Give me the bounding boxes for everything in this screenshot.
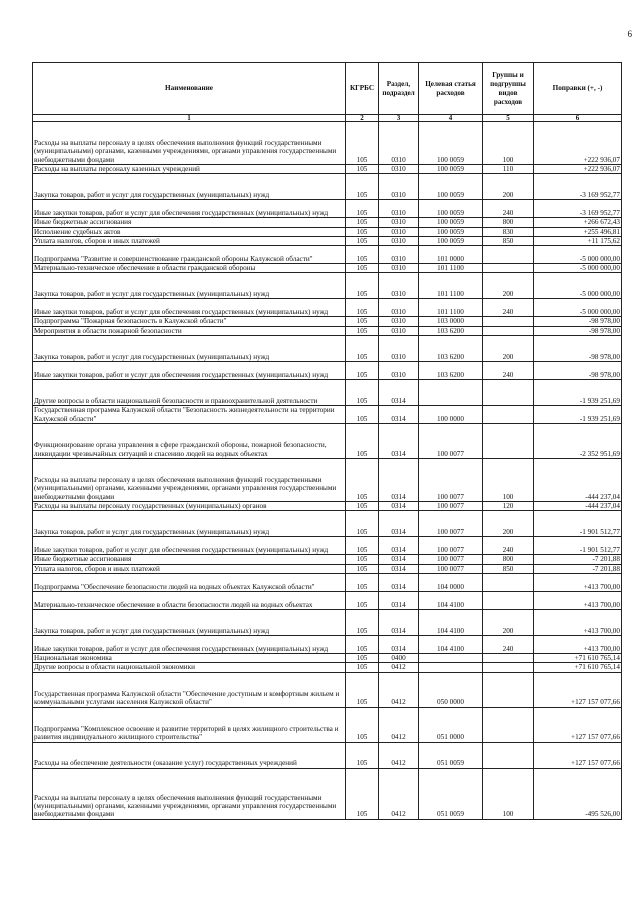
row-group-cell <box>483 424 534 459</box>
row-group-cell: 200 <box>483 336 534 362</box>
row-amount-cell: +266 672,43 <box>534 218 622 227</box>
column-number: 2 <box>346 115 379 122</box>
row-section-cell: 0314 <box>379 609 419 635</box>
column-number: 4 <box>419 115 483 122</box>
row-group-cell: 100 <box>483 122 534 165</box>
row-name-cell: Расходы на выплаты персоналу в целях обеспечения выполнения функций государственными (муниципальными) органами, казенными учреждениями, органами управления государственными внебюджетными фондами <box>33 768 346 819</box>
row-group-cell <box>483 742 534 768</box>
row-kgrs-cell: 105 <box>346 218 379 227</box>
table-row <box>33 165 622 174</box>
row-name-cell: Расходы на выплаты персоналу в целях обеспечения выполнения функций государственными (муниципальными) органами, казенными учреждениями, органами управления государственными внебюджетными фондами <box>33 122 346 165</box>
row-kgrs-cell: 105 <box>346 502 379 511</box>
row-section-cell: 0400 <box>379 653 419 662</box>
row-kgrs-cell: 105 <box>346 165 379 174</box>
row-section-cell: 0314 <box>379 635 419 653</box>
row-target-cell: 104 4100 <box>419 591 483 609</box>
row-section-cell: 0310 <box>379 174 419 200</box>
row-amount-cell: -2 352 951,69 <box>534 424 622 459</box>
budget-amendments-table <box>32 62 622 820</box>
table-row <box>33 768 622 819</box>
row-target-cell: 101 1100 <box>419 264 483 273</box>
row-kgrs-cell: 105 <box>346 317 379 326</box>
row-kgrs-cell: 105 <box>346 537 379 555</box>
row-name-cell: Подпрограмма "Обеспечение безопасности людей на водных объектах Калужской области" <box>33 573 346 591</box>
row-kgrs-cell: 105 <box>346 299 379 317</box>
row-group-cell: 800 <box>483 555 534 564</box>
row-kgrs-cell: 105 <box>346 362 379 380</box>
row-section-cell: 0314 <box>379 459 419 502</box>
row-name-cell: Материально-техническое обеспечение в области гражданской обороны <box>33 264 346 273</box>
row-amount-cell: -1 939 251,69 <box>534 380 622 406</box>
row-section-cell: 0310 <box>379 273 419 299</box>
table-row <box>33 218 622 227</box>
table-row <box>33 264 622 273</box>
table-row <box>33 609 622 635</box>
table-row <box>33 591 622 609</box>
row-name-cell: Функционирование органа управления в сфере гражданской обороны, пожарной безопасности, ликвидации чрезвычайных ситуаций и спасению людей на водных объектах <box>33 424 346 459</box>
row-kgrs-cell: 105 <box>346 424 379 459</box>
row-amount-cell: -1 939 251,69 <box>534 406 622 424</box>
row-name-cell: Иные закупки товаров, работ и услуг для обеспечения государственных (муниципальных) нужд <box>33 537 346 555</box>
row-target-cell: 103 0000 <box>419 317 483 326</box>
header-kgrs: КГРБС <box>346 63 379 115</box>
row-kgrs-cell: 105 <box>346 406 379 424</box>
row-amount-cell: -444 237,04 <box>534 459 622 502</box>
column-number: 3 <box>379 115 419 122</box>
row-group-cell: 850 <box>483 236 534 245</box>
row-amount-cell: -98 978,00 <box>534 317 622 326</box>
row-target-cell: 050 0000 <box>419 672 483 707</box>
row-group-cell <box>483 672 534 707</box>
row-name-cell: Другие вопросы в области национальной экономики <box>33 663 346 672</box>
table-row <box>33 227 622 236</box>
row-amount-cell: +413 700,00 <box>534 635 622 653</box>
row-amount-cell: +71 610 765,14 <box>534 653 622 662</box>
row-group-cell: 240 <box>483 635 534 653</box>
row-name-cell: Национальная экономика <box>33 653 346 662</box>
row-target-cell: 100 0059 <box>419 218 483 227</box>
header-amend: Поправки (+, -) <box>534 63 622 115</box>
row-name-cell: Государственная программа Калужской области "Обеспечение доступным и комфортным жильем и коммунальными услугами населения Калужской области" <box>33 672 346 707</box>
row-group-cell: 100 <box>483 768 534 819</box>
row-kgrs-cell: 105 <box>346 591 379 609</box>
row-kgrs-cell: 105 <box>346 555 379 564</box>
table-row <box>33 200 622 218</box>
row-kgrs-cell: 105 <box>346 511 379 537</box>
row-name-cell: Подпрограмма "Комплексное освоение и развитие территорий в целях жилищного строительства и развития индивидуального жилищного строительства" <box>33 707 346 742</box>
row-group-cell <box>483 707 534 742</box>
row-section-cell: 0412 <box>379 672 419 707</box>
row-name-cell: Иные закупки товаров, работ и услуг для обеспечения государственных (муниципальных) нужд <box>33 635 346 653</box>
row-group-cell <box>483 264 534 273</box>
row-name-cell: Иные закупки товаров, работ и услуг для обеспечения государственных (муниципальных) нужд <box>33 200 346 218</box>
row-section-cell: 0310 <box>379 299 419 317</box>
row-name-cell: Иные закупки товаров, работ и услуг для обеспечения государственных (муниципальных) нужд <box>33 362 346 380</box>
row-name-cell: Иные бюджетные ассигнования <box>33 218 346 227</box>
row-amount-cell: -495 526,00 <box>534 768 622 819</box>
row-group-cell: 200 <box>483 273 534 299</box>
header-section: Раздел, подраздел <box>379 63 419 115</box>
row-group-cell: 240 <box>483 537 534 555</box>
row-section-cell: 0310 <box>379 218 419 227</box>
row-group-cell: 240 <box>483 200 534 218</box>
row-section-cell: 0310 <box>379 165 419 174</box>
row-target-cell: 051 0059 <box>419 768 483 819</box>
table-row <box>33 653 622 662</box>
table-row <box>33 635 622 653</box>
row-amount-cell: -5 000 000,00 <box>534 273 622 299</box>
row-target-cell <box>419 653 483 662</box>
row-group-cell: 850 <box>483 564 534 573</box>
row-amount-cell: +71 610 765,14 <box>534 663 622 672</box>
row-group-cell: 100 <box>483 459 534 502</box>
row-amount-cell: +413 700,00 <box>534 573 622 591</box>
row-target-cell: 100 0077 <box>419 537 483 555</box>
row-name-cell: Подпрограмма "Пожарная безопасность в Калужской области" <box>33 317 346 326</box>
row-amount-cell: +222 936,07 <box>534 122 622 165</box>
row-amount-cell: -5 000 000,00 <box>534 246 622 264</box>
column-number: 5 <box>483 115 534 122</box>
row-name-cell: Материально-техническое обеспечение в области безопасности людей на водных объектах <box>33 591 346 609</box>
row-amount-cell: +127 157 077,66 <box>534 672 622 707</box>
row-target-cell: 101 1100 <box>419 273 483 299</box>
row-section-cell: 0314 <box>379 380 419 406</box>
table-row <box>33 663 622 672</box>
row-kgrs-cell: 105 <box>346 742 379 768</box>
table-row <box>33 742 622 768</box>
row-section-cell: 0310 <box>379 362 419 380</box>
row-name-cell: Мероприятия в области пожарной безопасности <box>33 326 346 335</box>
row-group-cell <box>483 591 534 609</box>
row-kgrs-cell: 105 <box>346 122 379 165</box>
row-target-cell: 101 0000 <box>419 246 483 264</box>
row-amount-cell: -5 000 000,00 <box>534 264 622 273</box>
row-group-cell <box>483 246 534 264</box>
row-group-cell: 200 <box>483 511 534 537</box>
row-name-cell: Подпрограмма "Развитие и совершенствование гражданской обороны Калужской области" <box>33 246 346 264</box>
row-kgrs-cell: 105 <box>346 236 379 245</box>
row-amount-cell: -98 978,00 <box>534 362 622 380</box>
row-target-cell: 104 0000 <box>419 573 483 591</box>
row-section-cell: 0314 <box>379 511 419 537</box>
row-section-cell: 0314 <box>379 502 419 511</box>
row-group-cell: 240 <box>483 362 534 380</box>
row-target-cell: 100 0059 <box>419 174 483 200</box>
row-amount-cell: +255 496,81 <box>534 227 622 236</box>
row-section-cell: 0314 <box>379 406 419 424</box>
row-group-cell: 800 <box>483 218 534 227</box>
row-target-cell: 103 6200 <box>419 362 483 380</box>
row-amount-cell: +222 936,07 <box>534 165 622 174</box>
row-name-cell: Закупка товаров, работ и услуг для государственных (муниципальных) нужд <box>33 273 346 299</box>
row-kgrs-cell: 105 <box>346 246 379 264</box>
table-row <box>33 502 622 511</box>
row-target-cell: 100 0077 <box>419 502 483 511</box>
row-name-cell: Другие вопросы в области национальной безопасности и правоохранительной деятельности <box>33 380 346 406</box>
row-kgrs-cell: 105 <box>346 564 379 573</box>
table-row <box>33 424 622 459</box>
row-name-cell: Государственная программа Калужской области "Безопасность жизнедеятельности на территории Калужской области" <box>33 406 346 424</box>
row-amount-cell: +413 700,00 <box>534 609 622 635</box>
column-number: 1 <box>33 115 346 122</box>
row-section-cell: 0314 <box>379 537 419 555</box>
table-row <box>33 406 622 424</box>
table-row <box>33 236 622 245</box>
row-group-cell <box>483 317 534 326</box>
row-name-cell: Расходы на выплаты персоналу государственных (муниципальных) органов <box>33 502 346 511</box>
row-section-cell: 0314 <box>379 555 419 564</box>
row-amount-cell: -3 169 952,77 <box>534 200 622 218</box>
table-row <box>33 122 622 165</box>
row-group-cell <box>483 573 534 591</box>
row-kgrs-cell: 105 <box>346 768 379 819</box>
table-row <box>33 326 622 335</box>
page-number: 6 <box>627 29 632 39</box>
row-name-cell: Закупка товаров, работ и услуг для государственных (муниципальных) нужд <box>33 174 346 200</box>
row-target-cell: 100 0077 <box>419 555 483 564</box>
table-row <box>33 672 622 707</box>
table-row <box>33 246 622 264</box>
row-section-cell: 0412 <box>379 742 419 768</box>
table-row <box>33 573 622 591</box>
row-target-cell: 100 0059 <box>419 122 483 165</box>
table-row <box>33 299 622 317</box>
row-group-cell <box>483 380 534 406</box>
row-target-cell: 100 0059 <box>419 200 483 218</box>
row-section-cell: 0412 <box>379 768 419 819</box>
header-target: Целевая статья расходов <box>419 63 483 115</box>
row-section-cell: 0310 <box>379 200 419 218</box>
table-row <box>33 707 622 742</box>
row-group-cell: 830 <box>483 227 534 236</box>
row-kgrs-cell: 105 <box>346 326 379 335</box>
row-target-cell: 051 0059 <box>419 742 483 768</box>
row-kgrs-cell: 105 <box>346 653 379 662</box>
row-section-cell: 0314 <box>379 564 419 573</box>
table-row <box>33 459 622 502</box>
table-row <box>33 174 622 200</box>
row-section-cell: 0314 <box>379 573 419 591</box>
row-group-cell: 110 <box>483 165 534 174</box>
row-section-cell: 0310 <box>379 264 419 273</box>
row-section-cell: 0412 <box>379 707 419 742</box>
row-amount-cell: +11 175,62 <box>534 236 622 245</box>
row-target-cell: 101 1100 <box>419 299 483 317</box>
header-groups: Группы и подгруппы видов расходов <box>483 63 534 115</box>
row-amount-cell: -1 901 512,77 <box>534 511 622 537</box>
row-section-cell: 0310 <box>379 246 419 264</box>
row-name-cell: Уплата налогов, сборов и иных платежей <box>33 236 346 245</box>
row-target-cell <box>419 663 483 672</box>
row-amount-cell: -3 169 952,77 <box>534 174 622 200</box>
table-row <box>33 555 622 564</box>
row-kgrs-cell: 105 <box>346 707 379 742</box>
row-target-cell: 100 0059 <box>419 227 483 236</box>
table-row <box>33 362 622 380</box>
row-amount-cell: -98 978,00 <box>534 326 622 335</box>
row-section-cell: 0310 <box>379 122 419 165</box>
table-row <box>33 564 622 573</box>
row-group-cell <box>483 326 534 335</box>
row-target-cell: 100 0059 <box>419 165 483 174</box>
row-amount-cell: -98 978,00 <box>534 336 622 362</box>
row-kgrs-cell: 105 <box>346 672 379 707</box>
row-kgrs-cell: 105 <box>346 459 379 502</box>
row-group-cell: 200 <box>483 174 534 200</box>
row-target-cell <box>419 380 483 406</box>
row-name-cell: Расходы на выплаты персоналу казенных учреждений <box>33 165 346 174</box>
row-target-cell: 104 4100 <box>419 609 483 635</box>
row-kgrs-cell: 105 <box>346 635 379 653</box>
row-group-cell: 200 <box>483 609 534 635</box>
row-section-cell: 0310 <box>379 236 419 245</box>
row-kgrs-cell: 105 <box>346 227 379 236</box>
row-name-cell: Уплата налогов, сборов и иных платежей <box>33 564 346 573</box>
header-name: Наименование <box>33 63 346 115</box>
row-name-cell: Расходы на обеспечение деятельности (оказание услуг) государственных учреждений <box>33 742 346 768</box>
row-target-cell: 100 0059 <box>419 236 483 245</box>
row-target-cell: 100 0000 <box>419 406 483 424</box>
row-section-cell: 0310 <box>379 326 419 335</box>
row-kgrs-cell: 105 <box>346 174 379 200</box>
row-kgrs-cell: 105 <box>346 609 379 635</box>
row-target-cell: 051 0000 <box>419 707 483 742</box>
row-amount-cell: -7 201,88 <box>534 564 622 573</box>
row-target-cell: 100 0077 <box>419 564 483 573</box>
row-name-cell: Иные закупки товаров, работ и услуг для обеспечения государственных (муниципальных) нужд <box>33 299 346 317</box>
table-row <box>33 317 622 326</box>
row-group-cell <box>483 663 534 672</box>
row-section-cell: 0310 <box>379 336 419 362</box>
row-name-cell: Закупка товаров, работ и услуг для государственных (муниципальных) нужд <box>33 609 346 635</box>
row-amount-cell: -444 237,04 <box>534 502 622 511</box>
row-amount-cell: +413 700,00 <box>534 591 622 609</box>
row-kgrs-cell: 105 <box>346 336 379 362</box>
table-row <box>33 273 622 299</box>
row-name-cell: Иные бюджетные ассигнования <box>33 555 346 564</box>
row-kgrs-cell: 105 <box>346 273 379 299</box>
row-amount-cell: +127 157 077,66 <box>534 707 622 742</box>
column-number-row <box>33 115 622 122</box>
row-group-cell: 120 <box>483 502 534 511</box>
row-kgrs-cell: 105 <box>346 663 379 672</box>
row-kgrs-cell: 105 <box>346 380 379 406</box>
row-target-cell: 103 6200 <box>419 336 483 362</box>
table-header-row <box>33 63 622 115</box>
table-row <box>33 511 622 537</box>
row-name-cell: Исполнение судебных актов <box>33 227 346 236</box>
row-amount-cell: +127 157 077,66 <box>534 742 622 768</box>
row-section-cell: 0314 <box>379 424 419 459</box>
row-group-cell <box>483 406 534 424</box>
row-section-cell: 0310 <box>379 227 419 236</box>
row-amount-cell: -7 201,88 <box>534 555 622 564</box>
row-section-cell: 0310 <box>379 317 419 326</box>
row-name-cell: Закупка товаров, работ и услуг для государственных (муниципальных) нужд <box>33 336 346 362</box>
row-section-cell: 0412 <box>379 663 419 672</box>
row-target-cell: 104 4100 <box>419 635 483 653</box>
row-group-cell: 240 <box>483 299 534 317</box>
row-group-cell <box>483 653 534 662</box>
table-row <box>33 537 622 555</box>
row-kgrs-cell: 105 <box>346 573 379 591</box>
row-target-cell: 100 0077 <box>419 511 483 537</box>
row-kgrs-cell: 105 <box>346 200 379 218</box>
table-row <box>33 336 622 362</box>
column-number: 6 <box>534 115 622 122</box>
row-amount-cell: -5 000 000,00 <box>534 299 622 317</box>
row-name-cell: Закупка товаров, работ и услуг для государственных (муниципальных) нужд <box>33 511 346 537</box>
row-kgrs-cell: 105 <box>346 264 379 273</box>
row-target-cell: 103 6200 <box>419 326 483 335</box>
row-amount-cell: -1 901 512,77 <box>534 537 622 555</box>
row-section-cell: 0314 <box>379 591 419 609</box>
row-target-cell: 100 0077 <box>419 459 483 502</box>
row-target-cell: 100 0077 <box>419 424 483 459</box>
table-row <box>33 380 622 406</box>
row-name-cell: Расходы на выплаты персоналу в целях обеспечения выполнения функций государственными (муниципальными) органами, казенными учреждениями, органами управления государственными внебюджетными фондами <box>33 459 346 502</box>
